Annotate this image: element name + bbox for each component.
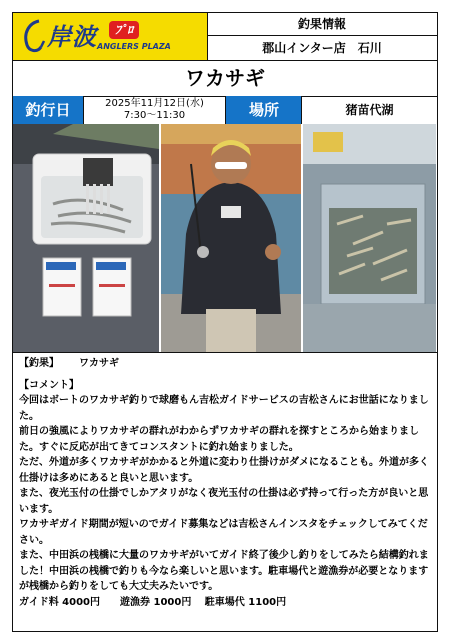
report-type: 釣果情報	[207, 13, 437, 36]
time-text: 7:30～11:30	[123, 110, 186, 121]
header	[13, 13, 437, 61]
catch-line	[19, 356, 431, 372]
fish-title: ワカサギ	[13, 60, 437, 97]
logo-text: 岸波	[47, 23, 97, 51]
photo-angler	[161, 124, 301, 352]
fee-line: ガイド料 4000円 遊漁券 1000円 駐車場代 1100円	[19, 596, 287, 608]
comment-paragraph: また、夜光玉付の仕掛でしかアタリがなく夜光玉付の仕掛は必ず持って行った方が良いと思います。	[19, 488, 429, 515]
comment-paragraph: また、中田浜の桟橋に大量のワカサギがいてガイド終了後少し釣りをしてみたら結構釣れました！中田浜の桟橋で釣りも今なら楽しいと思います。駐車場代と遊漁券が必要となりますが桟橋から釣りをしても大丈夫みたいです。	[19, 550, 429, 592]
header-info	[207, 13, 437, 60]
photo-strip	[13, 124, 437, 353]
logo-badge: ﾌﾟﾛ	[109, 21, 139, 39]
report-sheet	[12, 12, 438, 632]
trip-info	[13, 96, 437, 125]
comment-paragraph: 前日の強風によりワカサギの群れがわからずワカサギの群れを探すところから始まりました。すぐに反応が出てきてコンスタントに釣れ始まりました。	[19, 426, 419, 453]
logo-subtitle: ANGLERS PLAZA	[97, 42, 171, 51]
catch-label: 【釣果】	[19, 358, 59, 369]
place-label: 場所	[225, 96, 302, 124]
photo-bucket-catch	[13, 124, 159, 352]
comment-paragraph: ワカサギガイド期間が短いのでガイド募集などは吉松さんインスタをチェックしてみてください。	[19, 519, 428, 546]
comment-paragraph: ただ、外道が多くワカサギがかかると外道に変わり仕掛けがダメになることも。外道が多く仕掛けは多めにあると良いと思います。	[19, 457, 429, 484]
trip-date	[83, 96, 225, 124]
place-name: 猪苗代湖	[301, 96, 437, 124]
report-body	[19, 356, 431, 610]
store-name: 郡山インター店 石川	[262, 41, 382, 55]
date-label: 釣行日	[13, 96, 83, 124]
store-logo	[13, 13, 208, 60]
comment-paragraph: 今回はボートのワカサギ釣りで球磨もん吉松ガイドサービスの吉松さんにお世話になりました。	[19, 395, 429, 422]
catch-value: ワカサギ	[79, 358, 119, 369]
photo-smelt-container	[303, 124, 436, 352]
fishing-hook-icon	[19, 19, 47, 55]
date-text: 2025年11月12日(水)	[105, 98, 204, 109]
comment-label: 【コメント】	[19, 379, 79, 391]
